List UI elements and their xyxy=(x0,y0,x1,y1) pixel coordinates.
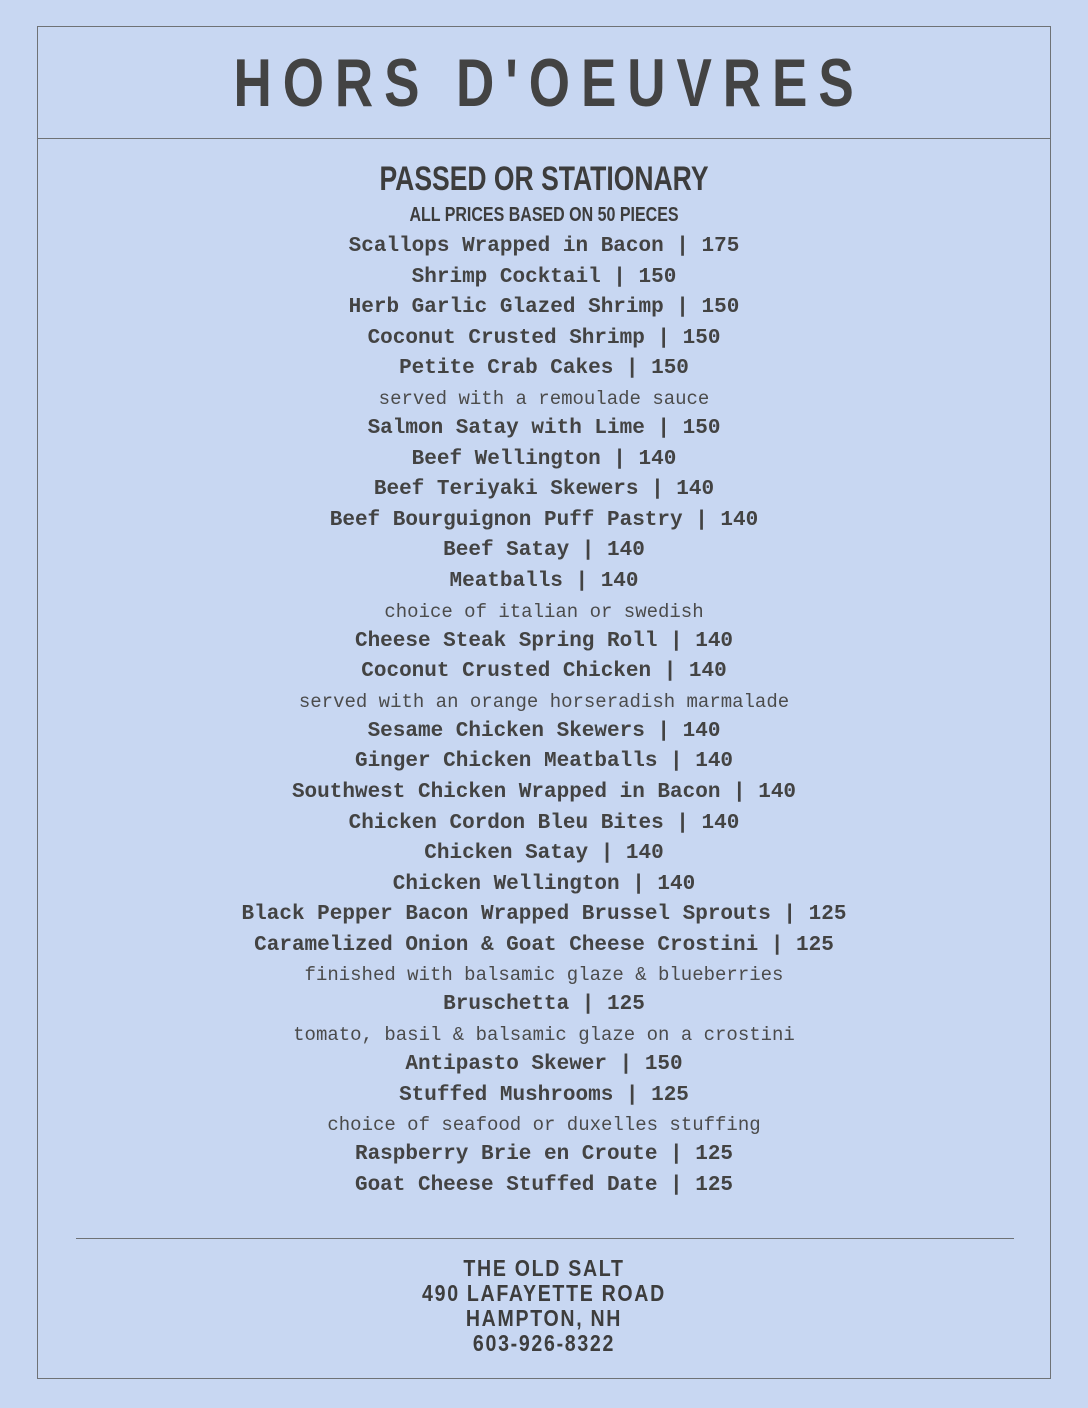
menu-item-note: choice of seafood or duxelles stuffing xyxy=(327,1114,761,1137)
menu-list-viewport[interactable] xyxy=(38,235,1050,1201)
city-state: HAMPTON, NH xyxy=(465,1305,623,1331)
menu-item: Raspberry Brie en Croute | 125 xyxy=(354,1143,734,1167)
menu-item: Goat Cheese Stuffed Date | 125 xyxy=(354,1173,734,1197)
menu-item-note: served with a remoulade sauce xyxy=(378,387,710,410)
page-title: HORS D'OEUVRES xyxy=(233,44,866,121)
menu-list xyxy=(38,232,1050,1201)
footer-address xyxy=(38,1256,1050,1356)
menu-item: Beef Teriyaki Skewers | 140 xyxy=(373,478,715,502)
menu-item-note: finished with balsamic glaze & blueberries xyxy=(304,964,784,987)
phone-number: 603-926-8322 xyxy=(472,1330,616,1356)
menu-item: Antipasto Skewer | 150 xyxy=(405,1053,683,1077)
menu-item: Beef Bourguignon Puff Pastry | 140 xyxy=(329,508,759,532)
menu-item: Chicken Cordon Bleu Bites | 140 xyxy=(348,811,740,835)
menu-item: Southwest Chicken Wrapped in Bacon | 140 xyxy=(291,780,797,804)
restaurant-name: THE OLD SALT xyxy=(463,1255,625,1281)
menu-item: Caramelized Onion & Goat Cheese Crostini | 125 xyxy=(254,933,834,957)
menu-item: Scallops Wrapped in Bacon | 175 xyxy=(348,235,740,258)
menu-item: Chicken Wellington | 140 xyxy=(392,872,696,896)
menu-item-note: tomato, basil & balsamic glaze on a crostini xyxy=(293,1024,795,1047)
menu-item: Shrimp Cocktail | 150 xyxy=(411,265,677,289)
menu-item: Beef Satay | 140 xyxy=(443,539,645,563)
menu-item: Petite Crab Cakes | 150 xyxy=(399,357,689,381)
menu-item: Beef Wellington | 140 xyxy=(411,447,677,471)
menu-item: Bruschetta | 125 xyxy=(443,993,645,1017)
menu-item: Stuffed Mushrooms | 125 xyxy=(399,1083,689,1107)
menu-frame xyxy=(37,26,1051,1379)
menu-item: Herb Garlic Glazed Shrimp | 150 xyxy=(348,296,740,320)
menu-item: Coconut Crusted Chicken | 140 xyxy=(361,660,727,684)
title-bar xyxy=(38,27,1050,139)
menu-item-note: choice of italian or swedish xyxy=(384,600,704,623)
section-heading: PASSED OR STATIONARY xyxy=(379,160,709,198)
menu-item: Cheese Steak Spring Roll | 140 xyxy=(354,629,734,653)
menu-item: Chicken Satay | 140 xyxy=(424,842,664,866)
section-subheading: ALL PRICES BASED ON 50 PIECES xyxy=(409,204,679,226)
menu-item: Meatballs | 140 xyxy=(449,569,639,593)
street-address: 490 LAFAYETTE ROAD xyxy=(422,1280,666,1306)
footer-divider xyxy=(76,1238,1014,1239)
menu-item: Black Pepper Bacon Wrapped Brussel Sprouts | 125 xyxy=(241,903,847,927)
menu-item: Salmon Satay with Lime | 150 xyxy=(367,416,721,440)
menu-item: Sesame Chicken Skewers | 140 xyxy=(367,719,721,743)
menu-item: Ginger Chicken Meatballs | 140 xyxy=(354,750,734,774)
menu-item-note: served with an orange horseradish marmalade xyxy=(298,690,790,713)
menu-item: Coconut Crusted Shrimp | 150 xyxy=(367,326,721,350)
